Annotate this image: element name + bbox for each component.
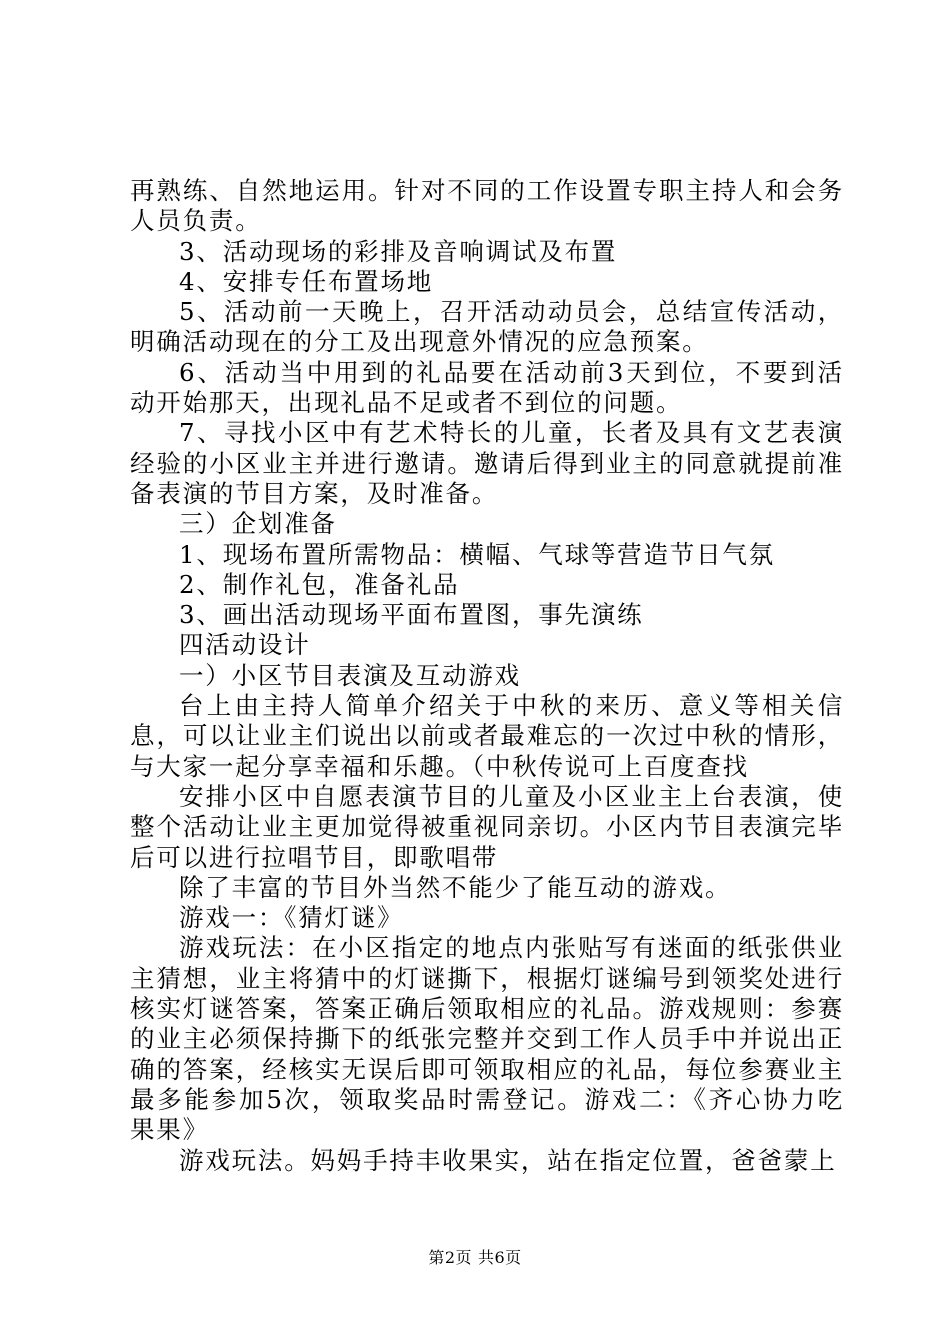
section-heading: 四活动设计 [179,630,311,660]
page-total: 共6页 [478,1248,522,1267]
paragraph: 游戏一：《猜灯谜》 [179,903,404,933]
paragraph: 2、制作礼包，准备礼品 [179,569,460,599]
paragraph: 游戏玩法：在小区指定的地点内张贴写有迷面的纸张供业主猜想，业主将猜中的灯谜撕下，根据灯谜编号到领奖处进行核实灯谜答案，答案正确后领取相应的礼品。游戏规则：参赛的业主必须保持撕下的纸张完整并交到工作人员手中并说出正确的答案，经核实无误后即可领取相应的礼品，每位参赛业主最多能参加5次，领取奖品时需登记。游戏二：《齐心协力吃果果》 [130,933,844,1145]
paragraph: 除了丰富的节目外当然不能少了能互动的游戏。 [179,872,732,902]
paragraph: 再熟练、自然地运用。针对不同的工作设置专职主持人和会务人员负责。 [130,176,844,236]
paragraph: 1、现场布置所需物品：横幅、气球等营造节日气氛 [179,539,775,569]
paragraph: 6、活动当中用到的礼品要在活动前3天到位，不要到活动开始那天，出现礼品不足或者不到位的问题。 [130,357,844,418]
paragraph: 3、画出活动现场平面布置图，事先演练 [179,600,644,630]
paragraph: 3、活动现场的彩排及音响调试及布置 [179,236,618,266]
paragraph: 台上由主持人简单介绍关于中秋的来历、意义等相关信息，可以让业主们说出以前或者最难忘的一次过中秋的情形，与大家一起分享幸福和乐趣。（中秋传说可上百度查找 [130,691,844,781]
section-heading: 一）小区节目表演及互动游戏 [179,660,521,690]
page-number: 第2页 [428,1248,472,1267]
document-body [130,176,844,1176]
paragraph: 安排小区中自愿表演节目的儿童及小区业主上台表演，使整个活动让业主更加觉得被重视同亲切。小区内节目表演完毕后可以进行拉唱节目，即歌唱带 [130,781,844,872]
paragraph: 5、活动前一天晚上，召开活动动员会，总结宣传活动，明确活动现在的分工及出现意外情况的应急预案。 [130,297,844,357]
section-heading: 三）企划准备 [179,509,337,539]
page-footer [0,1245,950,1268]
paragraph: 4、安排专任布置场地 [179,266,434,296]
paragraph: 游戏玩法。妈妈手持丰收果实，站在指定位置，爸爸蒙上 [179,1145,837,1175]
paragraph: 7、寻找小区中有艺术特长的儿童，长者及具有文艺表演经验的小区业主并进行邀请。邀请后得到业主的同意就提前准备表演的节目方案，及时准备。 [130,418,844,508]
